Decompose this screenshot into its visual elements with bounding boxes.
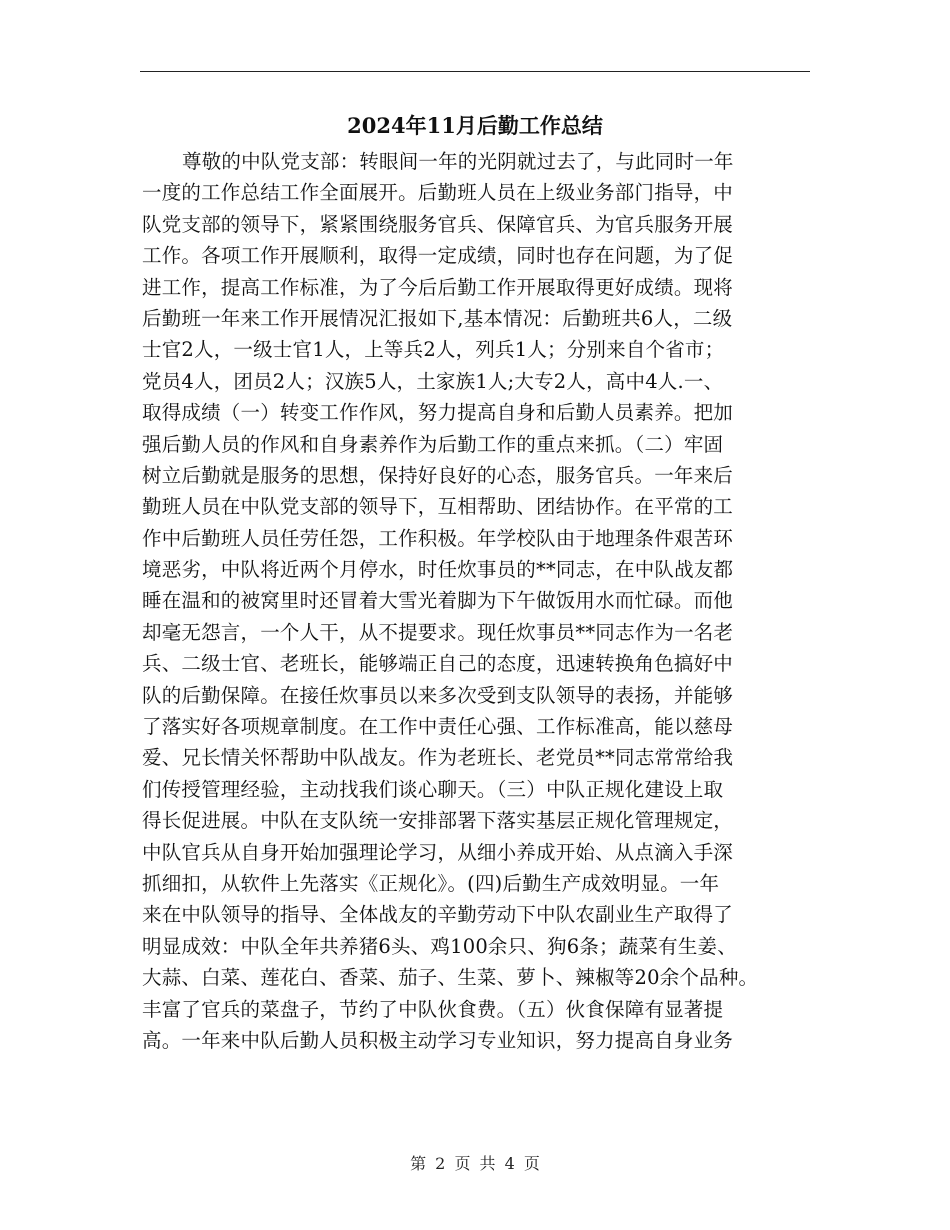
body-line: 工作。各项工作开展顺利，取得一定成绩，同时也存在问题，为了促 [142, 244, 734, 268]
body-line: 取得成绩（一）转变工作作风，努力提高自身和后勤人员素养。把加 [142, 401, 734, 425]
body-line: 却毫无怨言，一个人干，从不提要求。现任炊事员**同志作为一名老 [142, 620, 734, 644]
body-line: 爱、兄长情关怀帮助中队战友。作为老班长、老党员**同志常常给我 [142, 746, 734, 770]
body-line: 兵、二级士官、老班长，能够端正自己的态度，迅速转换角色搞好中 [142, 652, 734, 676]
body-line: 明显成效：中队全年共养猪6头、鸡100余只、狗6条；蔬菜有生姜、 [142, 934, 737, 958]
header-rule [140, 71, 810, 72]
body-line: 进工作，提高工作标准，为了今后后勤工作开展取得更好成绩。现将 [142, 275, 734, 299]
body-line: 士官2人，一级士官1人，上等兵2人，列兵1人；分别来自个省市； [142, 338, 725, 362]
body-line: 境恶劣，中队将近两个月停水，时任炊事员的**同志，在中队战友都 [142, 558, 734, 582]
body-line: 中队官兵从自身开始加强理论学习，从细小养成开始、从点滴入手深 [142, 840, 734, 864]
body-line: 了落实好各项规章制度。在工作中责任心强、工作标准高，能以慈母 [142, 715, 734, 739]
body-line: 一度的工作总结工作全面展开。后勤班人员在上级业务部门指导，中 [142, 181, 734, 205]
body-line: 抓细扣，从软件上先落实《正规化》。(四)后勤生产成效明显。一年 [142, 871, 720, 895]
body-line: 党员4人，团员2人；汉族5人，土家族1人;大专2人，高中4人.一、 [142, 369, 724, 393]
body-line: 得长促进展。中队在支队统一安排部署下落实基层正规化管理规定， [142, 809, 734, 833]
body-line: 们传授管理经验，主动找我们谈心聊天。（三）中队正规化建设上取 [142, 777, 724, 801]
body-line: 睡在温和的被窝里时还冒着大雪光着脚为下午做饭用水而忙碌。而他 [142, 589, 734, 613]
body-line: 勤班人员在中队党支部的领导下，互相帮助、团结协作。在平常的工 [142, 495, 734, 519]
document-title: 2024年11月后勤工作总结 [347, 113, 603, 138]
body-line: 尊敬的中队党支部：转眼间一年的光阴就过去了，与此同时一年 [182, 150, 734, 173]
body-line: 作中后勤班人员任劳任怨，工作积极。年学校队由于地理条件艰苦环 [142, 526, 734, 550]
body-line: 树立后勤就是服务的思想，保持好良好的心态，服务官兵。一年来后 [142, 463, 734, 487]
body-line: 高。一年来中队后勤人员积极主动学习专业知识，努力提高自身业务 [142, 1028, 734, 1052]
body-line: 大蒜、白菜、莲花白、香菜、茄子、生菜、萝卜、辣椒等20余个品种。 [142, 966, 759, 990]
body-line: 队党支部的领导下，紧紧围绕服务官兵、保障官兵、为官兵服务开展 [142, 212, 734, 236]
page-number: 第 2 页 共 4 页 [410, 1154, 540, 1173]
body-line: 队的后勤保障。在接任炊事员以来多次受到支队领导的表扬，并能够 [142, 683, 734, 707]
body-line: 丰富了官兵的菜盘子，节约了中队伙食费。（五）伙食保障有显著提 [142, 997, 724, 1021]
body-line: 来在中队领导的指导、全体战友的辛勤劳动下中队农副业生产取得了 [142, 903, 734, 927]
body-line: 强后勤人员的作风和自身素养作为后勤工作的重点来抓。（二）牢固 [142, 432, 724, 456]
document-body [142, 146, 812, 1056]
body-line: 后勤班一年来工作开展情况汇报如下,基本情况：后勤班共6人，二级 [142, 306, 733, 330]
